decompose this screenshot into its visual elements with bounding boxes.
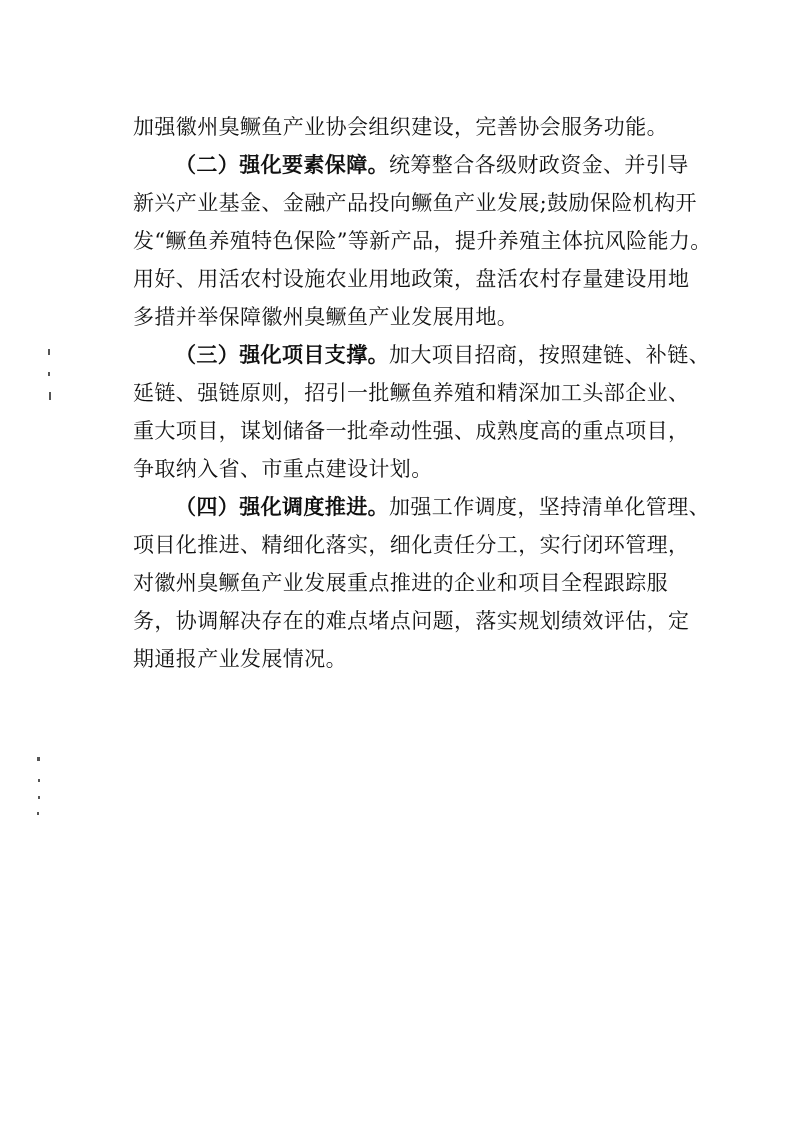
scan-mark xyxy=(37,812,39,815)
section-3-first-line-text: 加大项目招商，按照建链、补链、 xyxy=(389,343,710,367)
section-4-line: 期通报产业发展情况。 xyxy=(133,647,347,671)
section-4-heading: （四）强化调度推进。 xyxy=(175,495,389,519)
section-4-line: 项目化推进、精细化落实，细化责任分工，实行闭环管理， xyxy=(133,533,690,557)
section-4-first-line xyxy=(175,492,710,522)
section-3-line: 重大项目，谋划储备一批牵动性强、成熟度高的重点项目， xyxy=(133,419,690,443)
scan-mark xyxy=(49,392,51,400)
section-2-line: 用好、用活农村设施农业用地政策，盘活农村存量建设用地 xyxy=(133,267,690,291)
section-2-first-line-text: 统筹整合各级财政资金、并引导 xyxy=(389,153,689,177)
intro-line: 加强徽州臭鳜鱼产业协会组织建设，完善协会服务功能。 xyxy=(133,115,668,139)
section-3-line: 争取纳入省、市重点建设计划。 xyxy=(133,457,433,481)
section-3-first-line xyxy=(175,340,710,370)
section-3-line: 延链、强链原则，招引一批鳜鱼养殖和精深加工头部企业、 xyxy=(133,381,690,405)
section-4-line: 务，协调解决存在的难点堵点问题，落实规划绩效评估，定 xyxy=(133,609,690,633)
section-2-heading: （二）强化要素保障。 xyxy=(175,153,389,177)
section-3-heading: （三）强化项目支撑。 xyxy=(175,343,389,367)
scan-mark xyxy=(38,779,40,782)
scan-mark xyxy=(37,757,40,761)
scan-mark xyxy=(48,349,50,355)
scan-mark xyxy=(48,372,50,376)
section-2-line: 新兴产业基金、金融产品投向鳜鱼产业发展;鼓励保险机构开 xyxy=(133,191,697,215)
section-2-first-line xyxy=(175,150,689,180)
section-4-first-line-text: 加强工作调度，坚持清单化管理、 xyxy=(389,495,710,519)
section-4-line: 对徽州臭鳜鱼产业发展重点推进的企业和项目全程跟踪服 xyxy=(133,571,668,595)
scan-mark xyxy=(38,796,40,799)
section-2-line: 多措并举保障徽州臭鳜鱼产业发展用地。 xyxy=(133,305,519,329)
section-2-line: 发“鳜鱼养殖特色保险”等新产品，提升养殖主体抗风险能力。 xyxy=(133,229,712,253)
